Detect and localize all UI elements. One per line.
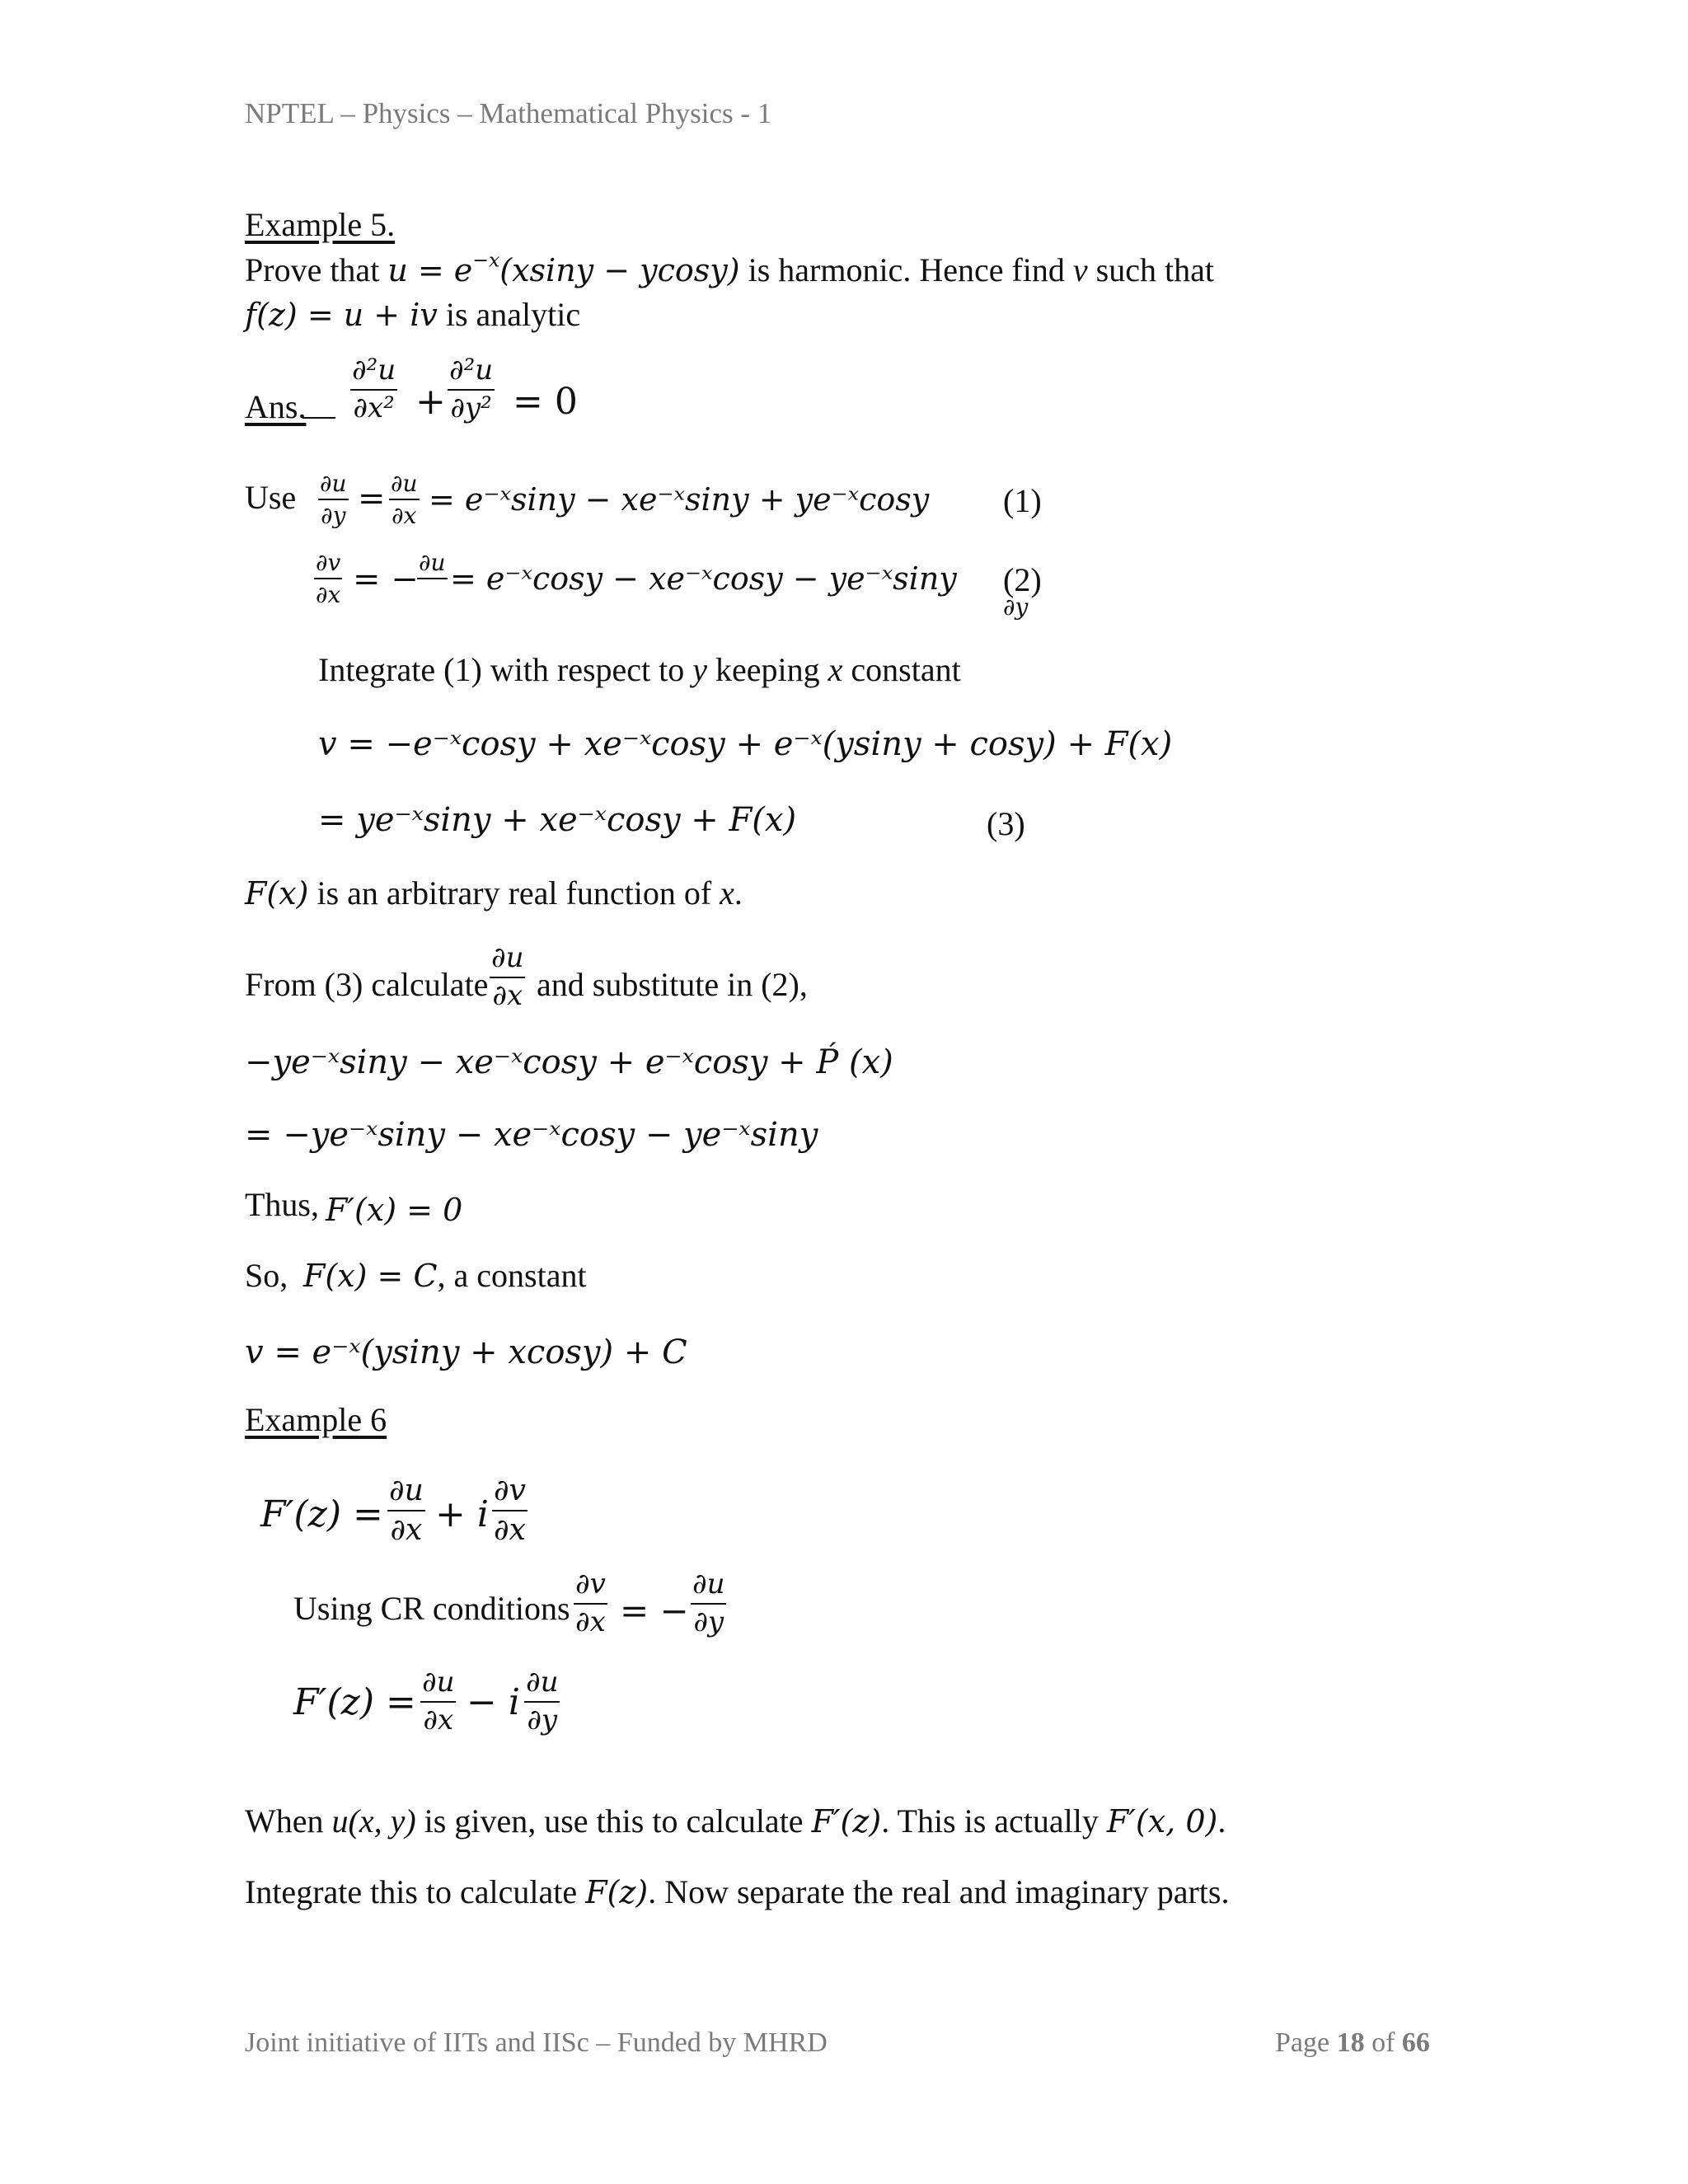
x-variable: x	[720, 874, 734, 912]
cr-conditions-text: Using CR conditions	[293, 1590, 570, 1627]
du-fraction-numerator: ∂u	[417, 551, 448, 607]
v-integral-line: v = −e⁻ˣcosy + xe⁻ˣcosy + e⁻ˣ(ysiny + cosy) + F(x)	[318, 725, 1173, 763]
page-number	[1275, 2027, 1430, 2059]
fx-text: is an arbitrary real function of	[308, 874, 720, 912]
equation-2-number: (2)	[1003, 561, 1042, 598]
so-label: So,	[245, 1257, 288, 1294]
f-prime-x0: F′(x, 0)	[1106, 1803, 1218, 1840]
constant-text: , a constant	[437, 1257, 587, 1294]
prompt-text: such that	[1087, 251, 1214, 288]
footer-credit: Joint initiative of IITs and IISc – Funded by MHRD	[245, 2027, 828, 2058]
v-simplified-line: = ye⁻ˣsiny + xe⁻ˣcosy + F(x)	[318, 801, 797, 839]
period: .	[734, 874, 743, 912]
f-prime-z-label: F′(z) =	[293, 1681, 416, 1723]
when-text: is given, use this to calculate	[415, 1802, 812, 1840]
so-equation	[303, 1259, 587, 1292]
ans-underline	[302, 417, 335, 419]
current-page: 18	[1336, 2027, 1365, 2058]
example-6-heading: Example 6	[245, 1401, 387, 1438]
substitution-line-2: = −ye⁻ˣsiny − xe⁻ˣcosy − ye⁻ˣsiny	[245, 1116, 818, 1154]
when-text: . This is actually	[881, 1802, 1107, 1840]
x-variable: x	[828, 651, 843, 688]
f-prime-z-label: F′(z) =	[260, 1493, 383, 1535]
substitution-line-1: −ye⁻ˣsiny − xe⁻ˣcosy + e⁻ˣcosy + Ṕ (x)	[245, 1043, 893, 1081]
dv-dx-fraction: ∂v ∂x	[316, 549, 341, 609]
integrate-instruction	[318, 651, 961, 688]
equals-sign: =	[358, 480, 386, 518]
v-final-solution: v = e⁻ˣ(ysiny + xcosy) + C	[245, 1333, 687, 1371]
ans-label: Ans.	[245, 388, 307, 425]
equals-minus-sign: = −	[353, 560, 419, 598]
equation-1-number: (1)	[1003, 482, 1042, 519]
du-dy-fraction: ∂u ∂y	[526, 1666, 559, 1736]
example-5-prompt-line2	[245, 298, 580, 331]
when-text: When	[245, 1802, 332, 1840]
u-definition: $u = e^{-x}(xsiny - ycosy)$	[387, 248, 740, 288]
dv-dx-fraction: ∂v ∂x	[494, 1474, 526, 1547]
equals-minus-sign: = −	[620, 1591, 689, 1631]
integrate-separate-line	[245, 1873, 1230, 1910]
from-3-text-a: From (3) calculate	[245, 966, 489, 1003]
d2u-dy2-fraction: ∂²u ∂y²	[449, 354, 494, 424]
du-dx-fraction: ∂u ∂x	[391, 470, 418, 530]
integrate-text: keeping	[707, 651, 828, 688]
equation-1-rhs: = e⁻ˣsiny − xe⁻ˣsiny + ye⁻ˣcosy	[429, 481, 930, 518]
thus-label: Thus,	[245, 1186, 319, 1223]
v-variable: v	[1072, 251, 1088, 288]
plus-sign: +	[415, 381, 446, 423]
equals-zero: = 0	[513, 381, 578, 423]
du-dx-fraction: ∂u ∂x	[389, 1474, 424, 1547]
of-word: of	[1364, 2027, 1402, 2058]
d2u-dx2-fraction: ∂²u ∂x²	[352, 354, 396, 424]
equation-2-rhs: = e⁻ˣcosy − xe⁻ˣcosy − ye⁻ˣsiny	[450, 560, 957, 597]
y-variable: y	[692, 651, 708, 688]
when-given-line	[245, 1802, 1226, 1840]
f-prime-z: F′(z)	[811, 1803, 882, 1840]
prompt-text: is analytic	[437, 296, 581, 333]
f-z: F(z)	[585, 1874, 649, 1910]
dv-dx-fraction: ∂v ∂x	[575, 1568, 606, 1638]
integrate-text: Integrate (1) with respect to	[318, 651, 693, 688]
example-5-heading: Example 5.	[245, 206, 396, 243]
du-dx-fraction: ∂u ∂x	[491, 941, 524, 1012]
f-definition: f(z) = u + iv	[245, 297, 438, 333]
equation-3-number: (3)	[987, 805, 1025, 842]
f-prime-zero: F′(x) = 0	[326, 1192, 463, 1228]
example-5-prompt-line1	[245, 248, 1214, 288]
use-label: Use	[245, 479, 297, 516]
period: .	[1217, 1802, 1226, 1840]
page-word: Page	[1275, 2027, 1337, 2058]
u-xy: u(x, y)	[331, 1802, 416, 1840]
du-dy-fraction: ∂u ∂y	[320, 470, 347, 530]
minus-i: − i	[467, 1681, 520, 1723]
from-3-text-b: and substitute in (2),	[537, 966, 808, 1003]
du-dy-fraction: ∂u ∂y	[692, 1568, 725, 1638]
total-pages: 66	[1401, 2027, 1430, 2058]
integrate-text: constant	[842, 651, 961, 688]
prompt-text: is harmonic. Hence find	[739, 251, 1073, 288]
fx-equals-c: F(x) = C	[303, 1258, 438, 1294]
equation-2-dy: ∂y	[1003, 593, 1029, 621]
page-header: NPTEL – Physics – Mathematical Physics - 1	[245, 97, 772, 129]
du-dx-fraction: ∂u ∂x	[422, 1666, 455, 1736]
integrate-text: . Now separate the real and imaginary parts.	[648, 1873, 1230, 1910]
fx-symbol: F(x)	[245, 875, 309, 912]
fx-arbitrary-line	[245, 874, 743, 912]
prompt-text: Prove that	[245, 251, 388, 288]
integrate-text: Integrate this to calculate	[245, 1873, 586, 1910]
plus-i: + i	[435, 1493, 489, 1535]
